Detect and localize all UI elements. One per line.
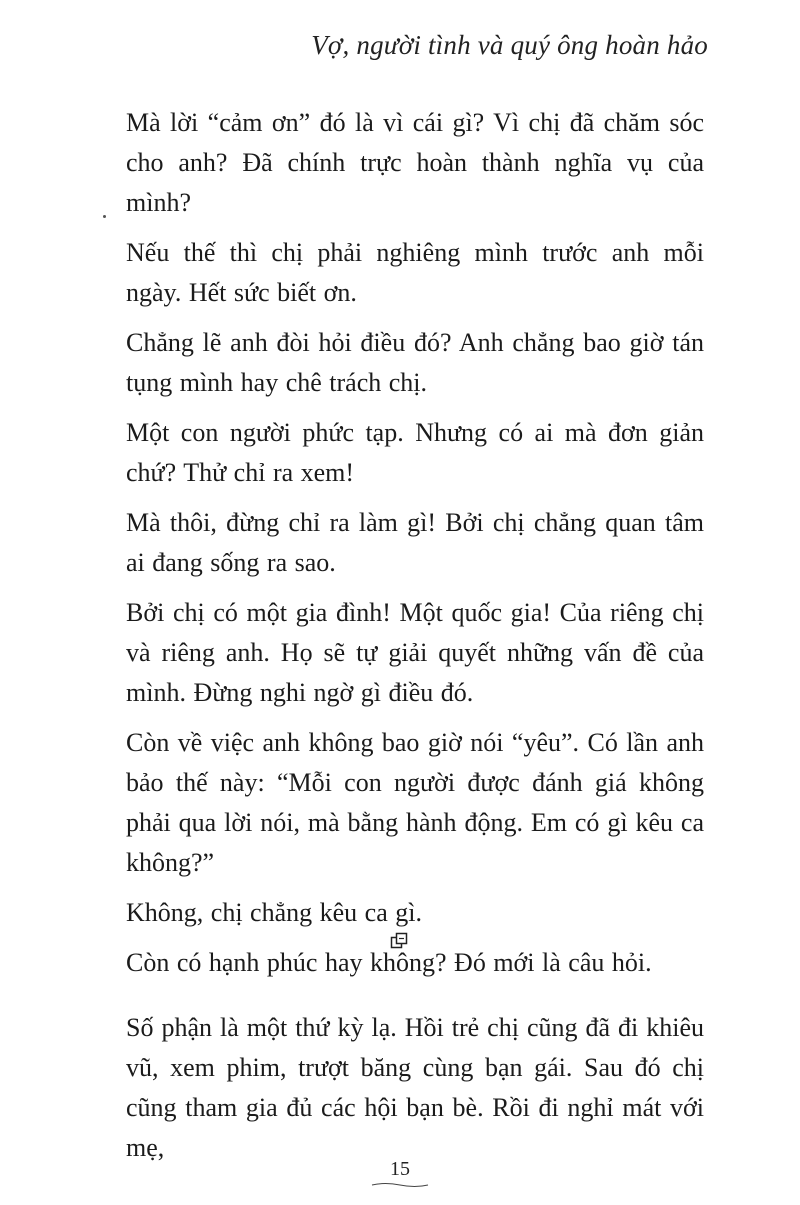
stray-dot-mark (103, 215, 106, 218)
section-divider-ornament-icon (390, 932, 408, 950)
body-text-continued (126, 1008, 704, 1178)
running-head: Vợ, người tình và quý ông hoàn hảo (311, 30, 708, 60)
paragraph-6: Bởi chị có một gia đình! Một quốc gia! Của riêng chị và riêng anh. Họ sẽ tự giải quyết những vấn đề của mình. Đừng nghi ngờ gì điều đó. (126, 598, 704, 707)
paragraph-10: Số phận là một thứ kỳ lạ. Hồi trẻ chị cũng đã đi khiêu vũ, xem phim, trượt băng cùng bạn gái. Sau đó chị cũng tham gia đủ các hội bạn bè. Rồi đi nghỉ mát với mẹ, (126, 1013, 704, 1162)
paragraph-1: Mà lời “cảm ơn” đó là vì cái gì? Vì chị đã chăm sóc cho anh? Đã chính trực hoàn thành nghĩa vụ của mình? (126, 108, 704, 217)
paragraph-5: Mà thôi, đừng chỉ ra làm gì! Bởi chị chẳng quan tâm ai đang sống ra sao. (126, 508, 704, 577)
paragraph-3: Chẳng lẽ anh đòi hỏi điều đó? Anh chẳng bao giờ tán tụng mình hay chê trách chị. (126, 328, 704, 397)
body-text (126, 103, 704, 993)
paragraph-8: Không, chị chẳng kêu ca gì. (126, 898, 422, 927)
page-number: 15 (390, 1158, 410, 1180)
page-number-flourish (370, 1182, 430, 1188)
paragraph-2: Nếu thế thì chị phải nghiêng mình trước anh mỗi ngày. Hết sức biết ơn. (126, 238, 704, 307)
paragraph-9: Còn có hạnh phúc hay không? Đó mới là câu hỏi. (126, 948, 652, 977)
paragraph-4: Một con người phức tạp. Nhưng có ai mà đơn giản chứ? Thử chỉ ra xem! (126, 418, 704, 487)
paragraph-7: Còn về việc anh không bao giờ nói “yêu”. Có lần anh bảo thế này: “Mỗi con người được đánh giá không phải qua lời nói, mà bằng hành động. Em có gì kêu ca không?” (126, 728, 704, 877)
